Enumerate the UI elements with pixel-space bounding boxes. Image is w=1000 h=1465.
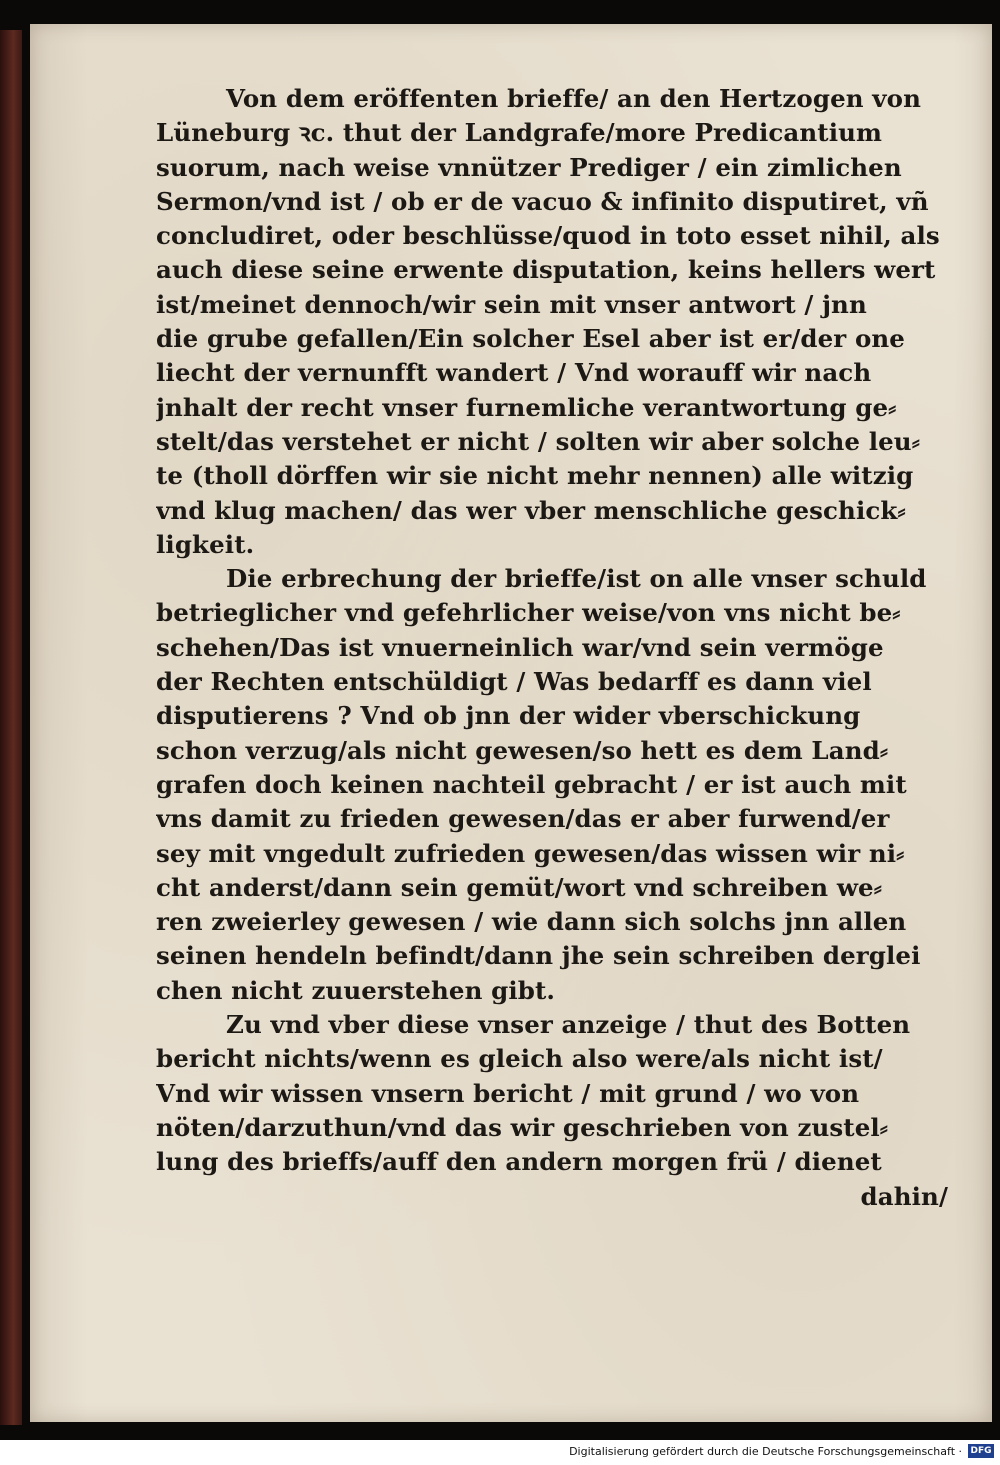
text-line: grafen doch keinen nachteil gebracht / er ist auch mit: [156, 769, 907, 799]
text-line: chen nicht zuuerstehen gibt.: [156, 975, 556, 1005]
catchword: dahin/: [860, 1181, 948, 1211]
text-line: der Rechten entschüldigt / Was bedarff es dann viel: [156, 667, 872, 697]
text-line: Von dem eröffenten brieffe/ an den Hertzogen von: [226, 84, 921, 113]
text-line: concludiret, oder beschlüsse/quod in toto esset nihil, als: [156, 221, 940, 251]
text-line: seinen hendeln befindt/dann jhe sein schreiben derglei: [156, 941, 921, 971]
text-line: ist/meinet dennoch/wir sein mit vnser antwort / jnn: [156, 289, 867, 319]
text-line: die grube gefallen/Ein solcher Esel aber ist er/der one: [156, 324, 905, 354]
text-line: schon verzug/als nicht gewesen/so hett es dem Land⸗: [156, 735, 889, 765]
text-line: cht anderst/dann sein gemüt/wort vnd schreiben we⸗: [156, 872, 882, 902]
text-line: nöten/darzuthun/vnd das wir geschrieben von zustel⸗: [156, 1112, 889, 1142]
footer-credit: Digitalisierung gefördert durch die Deutsche Forschungsgemeinschaft ·: [569, 1445, 962, 1458]
text-line: ligkeit.: [156, 529, 255, 559]
dfg-logo: DFG: [968, 1444, 994, 1458]
text-line: vnd klug machen/ das wer vber menschliche geschick⸗: [156, 495, 906, 525]
text-line: vns damit zu frieden gewesen/das er aber furwend/er: [156, 804, 890, 834]
text-line: Zu vnd vber diese vnser anzeige / thut des Botten: [226, 1010, 911, 1040]
binding-edge: [0, 30, 22, 1425]
text-line: jnhalt der recht vnser furnemliche verantwortung ge⸗: [156, 392, 897, 422]
text-line: auch diese seine erwente disputation, keins hellers wert: [156, 255, 936, 285]
text-line: Sermon/vnd ist / ob er de vacuo & infinito disputiret, vñ: [156, 186, 929, 216]
text-line: disputierens ? Vnd ob jnn der wider vberschickung: [156, 701, 861, 731]
text-line: Die erbrechung der brieffe/ist on alle vnser schuld: [226, 564, 927, 594]
text-line: lung des brieffs/auff den andern morgen frü / dienet: [156, 1147, 882, 1177]
text-line: sey mit vngedult zufrieden gewesen/das wissen wir ni⸗: [156, 838, 905, 868]
page-text: [156, 82, 962, 1214]
text-line: bericht nichts/wenn es gleich also were/als nicht ist/: [156, 1044, 883, 1074]
text-line: Lüneburg ꝛc. thut der Landgrafe/more Predicantium: [156, 118, 883, 148]
text-line: liecht der vernunfft wandert / Vnd worauff wir nach: [156, 358, 872, 388]
text-line: te (tholl dörffen wir sie nicht mehr nennen) alle witzig: [156, 461, 914, 491]
text-line: betrieglicher vnd gefehrlicher weise/von vns nicht be⸗: [156, 598, 901, 628]
text-line: ren zweierley gewesen / wie dann sich solchs jnn allen: [156, 907, 907, 937]
footer-bar: [0, 1440, 1000, 1465]
text-line: schehen/Das ist vnuerneinlich war/vnd sein vermöge: [156, 632, 884, 662]
text-line: Vnd wir wissen vnsern bericht / mit grund / wo von: [156, 1078, 860, 1108]
text-line: stelt/das verstehet er nicht / solten wir aber solche leu⸗: [156, 426, 920, 456]
text-line: suorum, nach weise vnnützer Prediger / ein zimlichen: [156, 152, 902, 182]
